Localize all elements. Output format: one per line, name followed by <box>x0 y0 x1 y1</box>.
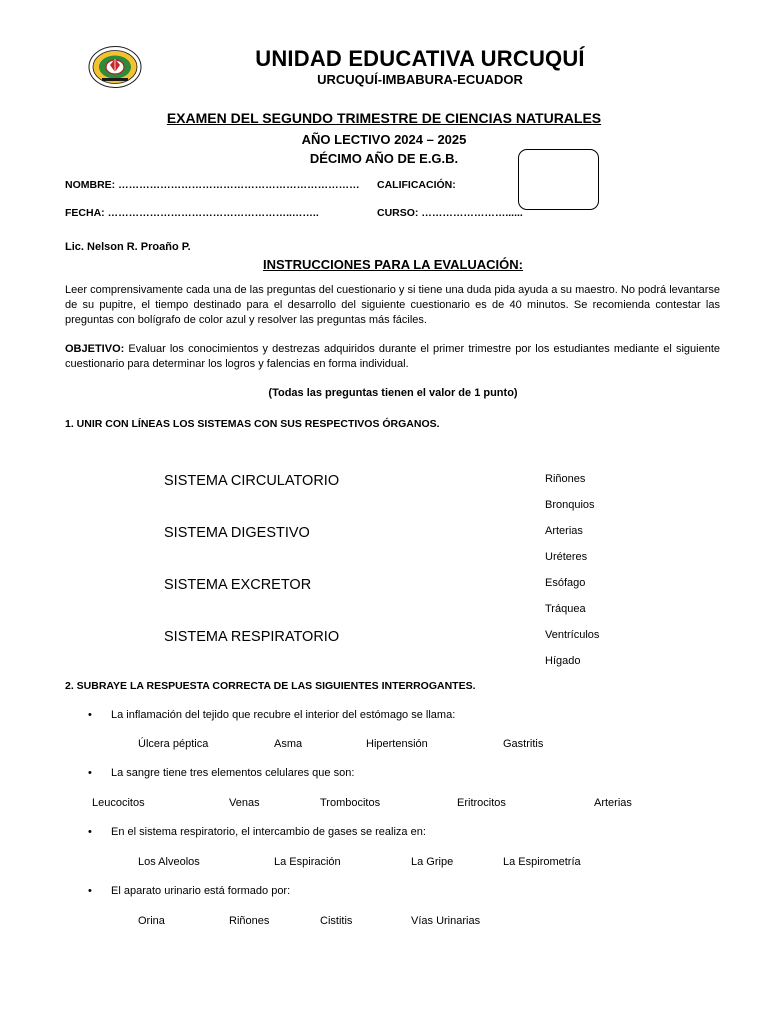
option-2a-3[interactable]: Hipertensión <box>366 738 428 750</box>
organ-item: Arterias <box>545 525 583 537</box>
organ-item: Ventrículos <box>545 629 600 641</box>
option-2b-4[interactable]: Eritrocitos <box>457 797 506 809</box>
option-2b-2[interactable]: Venas <box>229 797 260 809</box>
objective-text: Evaluar los conocimientos y destrezas adquiridos durante el primer trimestre por los estudiantes mediante el siguiente cuestionario para determinar los logros y falencias en forma individual. <box>65 343 720 370</box>
question-2c-text: En el sistema respiratorio, el intercambio de gases se realiza en: <box>111 826 426 838</box>
name-field[interactable]: NOMBRE: …………………………………………………………… <box>65 179 360 191</box>
organ-item: Uréteres <box>545 551 588 563</box>
school-name: UNIDAD EDUCATIVA URCUQUÍ <box>255 46 585 71</box>
system-digestive: SISTEMA DIGESTIVO <box>164 525 310 541</box>
option-2b-3[interactable]: Trombocitos <box>320 797 381 809</box>
organ-item: Tráquea <box>545 603 586 615</box>
option-2d-4[interactable]: Vías Urinarias <box>411 915 481 927</box>
instructions-text: Leer comprensivamente cada una de las preguntas del cuestionario y si tiene una duda pida ayuda a su maestro. No podrá levantarse de su pupitre, el tiempo destinado para el desarrollo del siguiente cuestionario es de 40 minutos. Se recomienda contestar las preguntas con bolígrafo de color azul y resolver las preguntas más fáciles. <box>65 284 720 326</box>
question-2a-text: La inflamación del tejido que recubre el interior del estómago se llama: <box>111 709 456 721</box>
option-2d-1[interactable]: Orina <box>138 915 165 927</box>
exam-title: EXAMEN DEL SEGUNDO TRIMESTRE DE CIENCIAS NATURALES <box>166 110 602 126</box>
system-circulatory: SISTEMA CIRCULATORIO <box>164 473 340 489</box>
organ-item: Riñones <box>545 473 586 485</box>
system-respiratory: SISTEMA RESPIRATORIO <box>164 629 340 645</box>
instructions-title: INSTRUCCIONES PARA LA EVALUACIÓN: <box>263 257 523 272</box>
option-2d-2[interactable]: Riñones <box>229 915 270 927</box>
option-2c-2[interactable]: La Espiración <box>274 856 341 868</box>
organ-item: Esófago <box>545 577 586 589</box>
grade-label: CALIFICACIÓN: <box>377 179 456 191</box>
option-2c-4[interactable]: La Espirometría <box>503 856 581 868</box>
bullet: • <box>88 826 92 838</box>
grade-level: DÉCIMO AÑO DE E.G.B. <box>309 151 459 166</box>
question-2-title: 2. SUBRAYE LA RESPUESTA CORRECTA DE LAS SIGUIENTES INTERROGANTES. <box>65 680 476 692</box>
option-2c-3[interactable]: La Gripe <box>411 856 454 868</box>
option-2b-1[interactable]: Leucocitos <box>92 797 145 809</box>
organ-item: Bronquios <box>545 499 595 511</box>
course-field[interactable]: CURSO: ……………………...... <box>377 207 523 219</box>
bullet: • <box>88 767 92 779</box>
objective-label: OBJETIVO: <box>65 343 125 355</box>
organ-item: Hígado <box>545 655 581 667</box>
points-note: (Todas las preguntas tienen el valor de 1 punto) <box>268 387 518 399</box>
bullet: • <box>88 709 92 721</box>
date-field[interactable]: FECHA: ……………………………………………..…….. <box>65 207 319 219</box>
school-location: URCUQUÍ-IMBABURA-ECUADOR <box>317 72 523 87</box>
option-2d-3[interactable]: Cistitis <box>320 915 353 927</box>
option-2a-2[interactable]: Asma <box>274 738 303 750</box>
question-2b-text: La sangre tiene tres elementos celulares que son: <box>111 767 355 779</box>
school-year: AÑO LECTIVO 2024 – 2025 <box>301 132 467 147</box>
bullet: • <box>88 885 92 897</box>
question-1-title: 1. UNIR CON LÍNEAS LOS SISTEMAS CON SUS RESPECTIVOS ÓRGANOS. <box>65 418 440 430</box>
option-2c-1[interactable]: Los Alveolos <box>138 856 200 868</box>
teacher-name: Lic. Nelson R. Proaño P. <box>65 241 191 253</box>
option-2b-5[interactable]: Arterias <box>594 797 632 809</box>
option-2a-4[interactable]: Gastritis <box>503 738 544 750</box>
system-excretory: SISTEMA EXCRETOR <box>164 577 312 593</box>
grade-box[interactable] <box>518 149 599 210</box>
option-2a-1[interactable]: Úlcera péptica <box>138 738 209 750</box>
question-2d-text: El aparato urinario está formado por: <box>111 885 291 897</box>
objective-paragraph <box>65 342 720 372</box>
